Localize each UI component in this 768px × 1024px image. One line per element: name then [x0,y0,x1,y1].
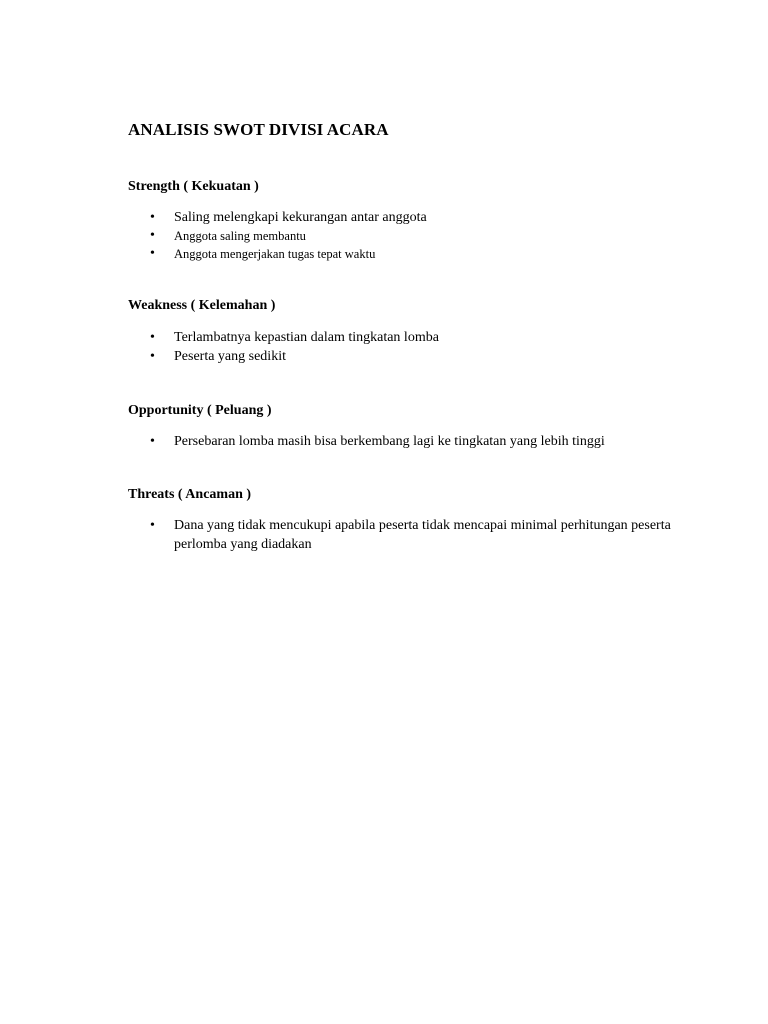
list-item [128,516,688,554]
list-item [128,432,688,451]
section-heading-threats: Threats ( Ancaman ) [128,487,252,502]
strength-list [128,208,688,263]
list-item [128,328,688,347]
document-title: ANALISIS SWOT DIVISI ACARA [128,120,389,139]
list-item-text: Dana yang tidak mencukupi apabila peserta tidak mencapai minimal perhitungan peserta perlomba yang diadakan [174,518,671,552]
list-item-text: Terlambatnya kepastian dalam tingkatan lomba [174,330,439,345]
bullet-icon: • [150,349,155,364]
bullet-icon: • [150,228,155,243]
list-item-text: Saling melengkapi kekurangan antar anggota [174,210,427,225]
list-item-text: Peserta yang sedikit [174,349,286,364]
section-heading-weakness: Weakness ( Kelemahan ) [128,298,276,313]
list-item-text: Anggota saling membantu [174,229,306,243]
list-item-text: Persebaran lomba masih bisa berkembang lagi ke tingkatan yang lebih tinggi [174,434,605,449]
section-heading-opportunity: Opportunity ( Peluang ) [128,403,272,418]
opportunity-list [128,432,688,451]
list-item [128,227,688,245]
list-item-text: Anggota mengerjakan tugas tepat waktu [174,247,376,261]
bullet-icon: • [150,518,155,533]
section-heading-strength: Strength ( Kekuatan ) [128,179,259,194]
weakness-list [128,328,688,366]
bullet-icon: • [150,330,155,345]
bullet-icon: • [150,246,155,261]
list-item [128,347,688,366]
list-item [128,208,688,227]
bullet-icon: • [150,210,155,225]
threats-list [128,516,688,554]
bullet-icon: • [150,434,155,449]
list-item [128,245,688,263]
